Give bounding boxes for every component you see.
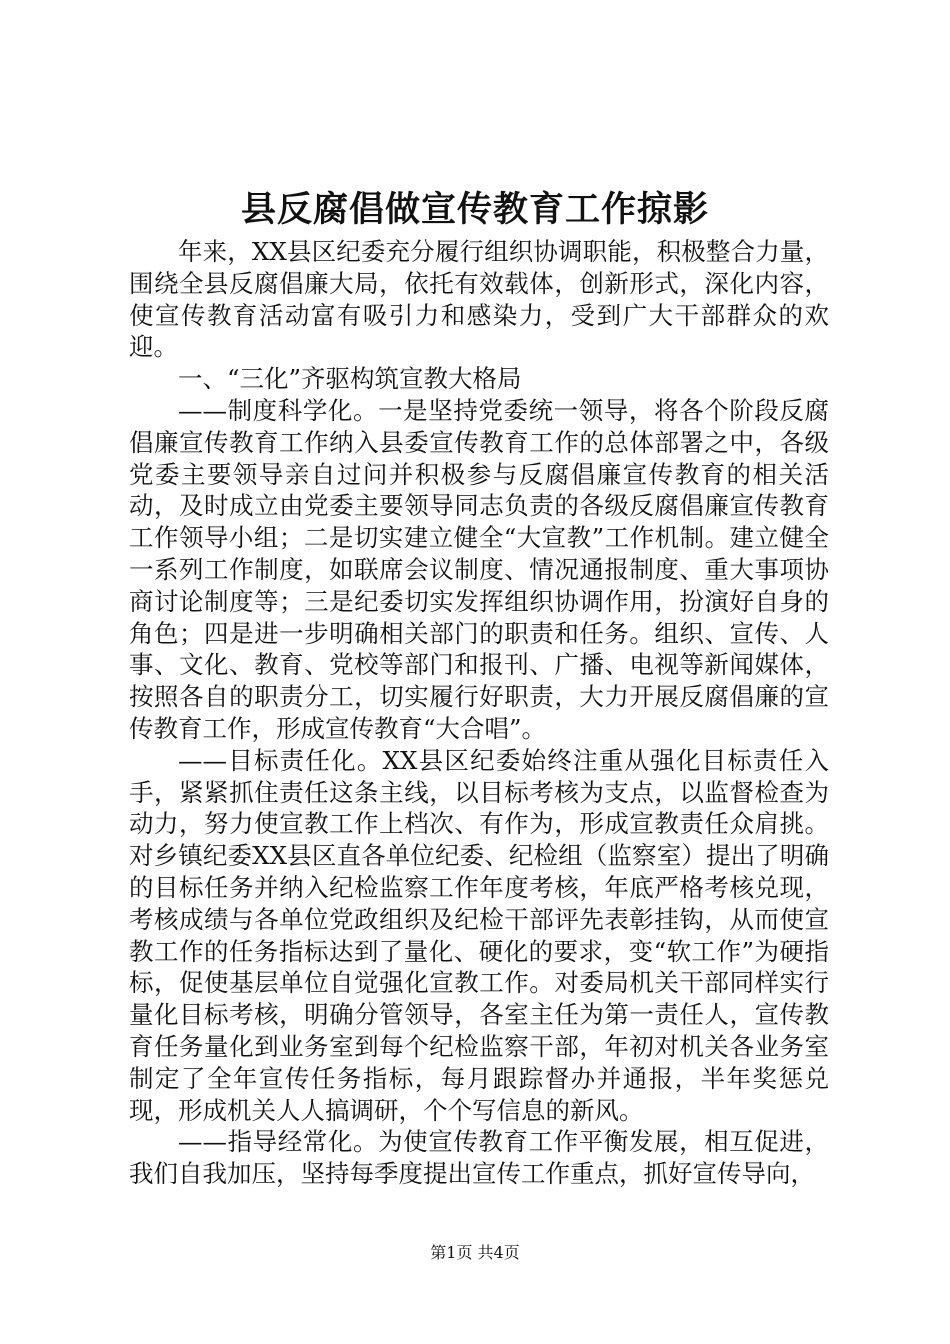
section-heading: 一、“三化”齐驱构筑宣教大格局 <box>178 364 522 394</box>
page-number: 第1页 共4页 <box>430 1243 520 1262</box>
document-title: 县反腐倡做宣传教育工作掠影 <box>240 189 709 230</box>
paragraph-institution: ——制度科学化。一是坚持党委统一领导，将各个阶段反腐倡廉宣传教育工作纳入县委宣传教育工作的总体部署之中，各级党委主要领导亲自过问并积极参与反腐倡廉宣传教育的相关活动，及时成立由党委主要领导同志负责的各级反腐倡廉宣传教育工作领导小组；二是切实建立健全“大宣教”工作机制。建立健全一系列工作制度，如联席会议制度、情况通报制度、重大事项协商讨论制度等；三是纪委切实发挥组织协调作用，扮演好自身的角色；四是进一步明确相关部门的职责和任务。组织、宣传、人事、文化、教育、党校等部门和报刊、广播、电视等新闻媒体，按照各自的职责分工，切实履行好职责，大力开展反腐倡廉的宣传教育工作，形成宣传教育“大合唱”。 <box>129 395 829 743</box>
paragraph-intro: 年来，XX县区纪委充分履行组织协调职能，积极整合力量，围绕全县反腐倡廉大局，依托有效载体，创新形式，深化内容，使宣传教育活动富有吸引力和感染力，受到广大干部群众的欢迎。 <box>129 237 829 362</box>
document-body <box>129 236 829 1190</box>
paragraph-responsibility: ——目标责任化。XX县区纪委始终注重从强化目标责任入手，紧紧抓住责任这条主线，以目标考核为支点，以监督检查为动力，努力使宣教工作上档次、有作为，形成宣教责任众肩挑。对乡镇纪委XX县区直各单位纪委、纪检组（监察室）提出了明确的目标任务并纳入纪检监察工作年度考核，年底严格考核兑现，考核成绩与各单位党政组织及纪检干部评先表彰挂钩，从而使宣教工作的任务指标达到了量化、硬化的要求，变“软工作”为硬指标，促使基层单位自觉强化宣教工作。对委局机关干部同样实行量化目标考核，明确分管领导，各室主任为第一责任人，宣传教育任务量化到业务室到每个纪检监察干部，年初对机关各业务室制定了全年宣传任务指标，每月跟踪督办并通报，半年奖惩兑现，形成机关人人搞调研，个个写信息的新风。 <box>129 745 829 1125</box>
paragraph-guidance: ——指导经常化。为使宣传教育工作平衡发展，相互促进，我们自我加压，坚持每季度提出宣传工作重点，抓好宣传导向， <box>129 1127 829 1189</box>
